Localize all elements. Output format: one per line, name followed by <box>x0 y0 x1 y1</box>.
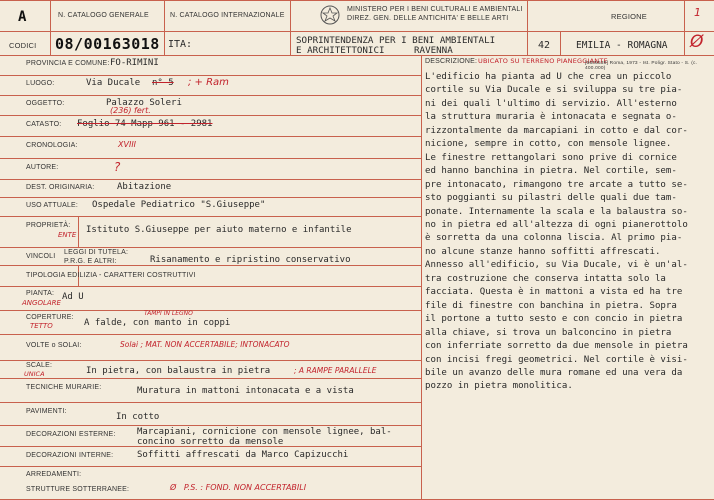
owner-value: Istituto S.Giuseppe per aiuto materno e infantile <box>86 225 352 235</box>
description-line: con incisi fregi geometrici. Nel cortile è visi- <box>425 354 688 365</box>
rule <box>560 31 561 55</box>
stairs-handwritten: ; A RAMPE PARALLELE <box>294 366 377 375</box>
roofs-value: A falde, con manto in coppi <box>84 318 231 328</box>
description-line: con inferriate sorretto da due mensole in pietra <box>425 341 688 352</box>
object-label: OGGETTO: <box>26 100 65 107</box>
region-code: 42 <box>538 40 551 51</box>
description-line: sto poggianti su pilastri delle quali due tam- <box>425 193 677 204</box>
rule <box>0 425 421 426</box>
place-label: LUOGO: <box>26 80 55 87</box>
constraints-value: Risanamento e ripristino conservativo <box>150 255 351 265</box>
rule <box>0 31 714 32</box>
print-info: [6605539] Roma, 1973 - Ist. Poligr. Stato - S. (c. 400.000) <box>585 61 698 71</box>
furniture-label: ARREDAMENTI: <box>26 471 82 478</box>
plan-handwritten: ANGOLARE <box>22 299 61 307</box>
description-line: bile un avanzo delle mura romane ed una vera da <box>425 367 683 378</box>
original-use-value: Abitazione <box>117 182 172 192</box>
region-name: EMILIA - ROMAGNA <box>576 40 668 51</box>
int-decor-value: Soffitti affrescati da Marco Capizucchi <box>137 450 349 460</box>
province-value: FO-RIMINI <box>110 58 159 68</box>
plan-value: Ad U <box>62 292 84 302</box>
form-letter: A <box>18 9 27 25</box>
place-number-struck: n° 5 <box>152 78 174 88</box>
rule <box>50 0 51 55</box>
ita-code: ITA: <box>168 39 193 50</box>
rule <box>0 378 421 379</box>
original-use-label: DEST. ORIGINARIA: <box>26 184 95 191</box>
underground-handwritten: Ø P.S. : FOND. NON ACCERTABILI <box>170 483 307 492</box>
soprintendenza-line1: SOPRINTENDENZA PER I BENI AMBIENTALI <box>296 35 496 46</box>
chronology-label: CRONOLOGIA: <box>26 142 78 149</box>
underground-label: STRUTTURE SOTTERRANEE: <box>26 486 130 493</box>
description-line: tra costruzione che conserva intatta solo la <box>425 273 666 284</box>
region-label: REGIONE <box>611 12 647 21</box>
stairs-handwritten-side: UNICA <box>24 370 45 378</box>
roofs-label: COPERTURE: <box>26 314 74 321</box>
description-body <box>425 71 711 394</box>
description-line: no in pietra ed all'altezza di ogni pianerottolo <box>425 219 688 230</box>
author-label: AUTORE: <box>26 164 59 171</box>
ministry-line1: MINISTERO PER I BENI CULTURALI E AMBIENTALI <box>347 6 523 13</box>
rule <box>0 466 421 467</box>
rule <box>0 310 421 311</box>
description-line: pre intonacato, rimangono tre arcate a tutto se- <box>425 179 688 190</box>
ext-decor-value-1: Marcapiani, cornicione con mensole lignee, bal- <box>137 427 392 437</box>
current-use-value: Ospedale Pediatrico "S.Giuseppe" <box>92 200 266 210</box>
ministry-line2: DIREZ. GEN. DELLE ANTICHITA' E BELLE ARTI <box>347 15 509 22</box>
republic-emblem-icon <box>317 4 343 26</box>
rule <box>78 216 79 247</box>
description-line: ed hanno banchina in pietra. Nel cortile, sem- <box>425 166 677 177</box>
typology-label: TIPOLOGIA EDILIZIA - CARATTERI COSTRUTTIVI <box>26 272 196 279</box>
stairs-value: In pietra, con balaustra in pietra <box>86 366 271 376</box>
object-value: Palazzo Soleri <box>106 98 182 108</box>
floors-value: In cotto <box>116 412 160 422</box>
cadastre-label: CATASTO: <box>26 121 62 128</box>
plan-label: PIANTA: <box>26 290 55 297</box>
constraints-side-label: VINCOLI <box>26 253 56 260</box>
rule <box>0 247 421 248</box>
rule <box>0 402 421 403</box>
floors-label: PAVIMENTI: <box>26 408 67 415</box>
description-handwritten-note: UBICATO SU TERRENO PIANEGGIANTE <box>478 57 608 65</box>
owner-handwritten: ENTE <box>58 231 77 239</box>
author-handwritten: ? <box>114 160 121 174</box>
catalog-general-label: N. CATALOGO GENERALE <box>58 12 149 19</box>
description-line: la struttura muraria è intonacata e segnata o- <box>425 112 677 123</box>
handwritten-zero-mark: Ø <box>690 32 704 52</box>
description-line: Le finestre rettangolari sono prive di cornice <box>425 152 677 163</box>
description-label: DESCRIZIONE: <box>425 58 478 65</box>
description-line: nicione, sempre in cotto, con mensole lignee. <box>425 139 672 150</box>
vaults-label: VOLTE o SOLAI: <box>26 342 82 349</box>
constraints-label-1: LEGGI DI TUTELA: <box>64 249 129 256</box>
soprintendenza-line2: E ARCHITETTONICI <box>296 45 385 56</box>
description-line: file di finestre con banchina in pietra. Sopra <box>425 300 677 311</box>
int-decor-label: DECORAZIONI INTERNE: <box>26 452 114 459</box>
rule <box>0 360 421 361</box>
city: RAVENNA <box>414 45 453 56</box>
description-line: alla chiave, si trova un balconcino in pietra <box>425 327 672 338</box>
corner-mark: 1 <box>694 6 701 19</box>
rule <box>0 0 714 1</box>
rule <box>0 115 421 116</box>
rule <box>421 55 422 500</box>
description-line: è sorretta da una colonna liscia. Al primo pia- <box>425 233 683 244</box>
rule <box>527 0 528 55</box>
ext-decor-label: DECORAZIONI ESTERNE: <box>26 431 116 438</box>
province-label: PROVINCIA E COMUNE: <box>26 60 110 67</box>
rule <box>0 265 421 266</box>
wall-tech-label: TECNICHE MURARIE: <box>26 384 102 391</box>
description-line: ni dei quali l'ultimo di servizio. All'esterno <box>425 98 677 109</box>
owner-label: PROPRIETÀ: <box>26 222 71 229</box>
rule <box>0 75 421 76</box>
rule <box>0 158 421 159</box>
catalog-number: 08/00163018 <box>55 35 160 53</box>
description-line: rizzontalmente da marcapiani in cotto e dal cor- <box>425 125 688 136</box>
roofs-handwritten-side: TETTO <box>30 322 53 330</box>
catalog-international-label: N. CATALOGO INTERNAZIONALE <box>170 12 285 19</box>
place-value: Via Ducale <box>86 78 141 88</box>
description-line: no alcune stanze hanno soffitti affrescati. <box>425 246 661 257</box>
rule <box>164 0 165 55</box>
chronology-handwritten: XVIII <box>118 140 137 149</box>
current-use-label: USO ATTUALE: <box>26 202 79 209</box>
cadastre-value-struck: Foglio 74 Mapp 961 - 2981 <box>77 119 213 129</box>
description-line: cortile su Via Ducale e si sviluppa su tre pia- <box>425 85 683 96</box>
description-line: ponate. Internamente la scala e la balaustra so- <box>425 206 688 217</box>
description-line: facciata. Questa è in mattoni a vista ed ha tre <box>425 287 683 298</box>
rule <box>290 0 291 55</box>
stairs-label: SCALE: <box>26 362 53 369</box>
description-line: il portone a tutto sesto e con concio in pietra <box>425 314 683 325</box>
rule <box>0 286 421 287</box>
codes-label: CODICI <box>9 41 37 50</box>
rule <box>0 95 421 96</box>
rule <box>684 0 685 55</box>
ext-decor-value-2: concino sorretto da mensole <box>137 437 284 447</box>
description-line: Annesso all'edificio, su Via Ducale, vi è un'al- <box>425 260 688 271</box>
rule <box>0 136 421 137</box>
constraints-label-2: P.R.G. E ALTRI: <box>64 258 117 265</box>
place-handwritten-note: ; + Ram <box>188 77 229 88</box>
vaults-handwritten: Solai ; MAT. NON ACCERTABILE; INTONACATO <box>120 340 290 349</box>
description-line: pozzo in pietra monolitica. <box>425 381 573 392</box>
rule <box>0 216 421 217</box>
roofs-handwritten-above: TAMPI IN LEGNO <box>144 310 193 317</box>
cadastre-handwritten-note: (236) fert. <box>110 106 151 115</box>
rule <box>0 179 421 180</box>
rule <box>0 334 421 335</box>
description-line: L'edificio ha pianta ad U che crea un piccolo <box>425 72 672 82</box>
wall-tech-value: Muratura in mattoni intonacata e a vista <box>137 386 354 396</box>
rule <box>0 197 421 198</box>
